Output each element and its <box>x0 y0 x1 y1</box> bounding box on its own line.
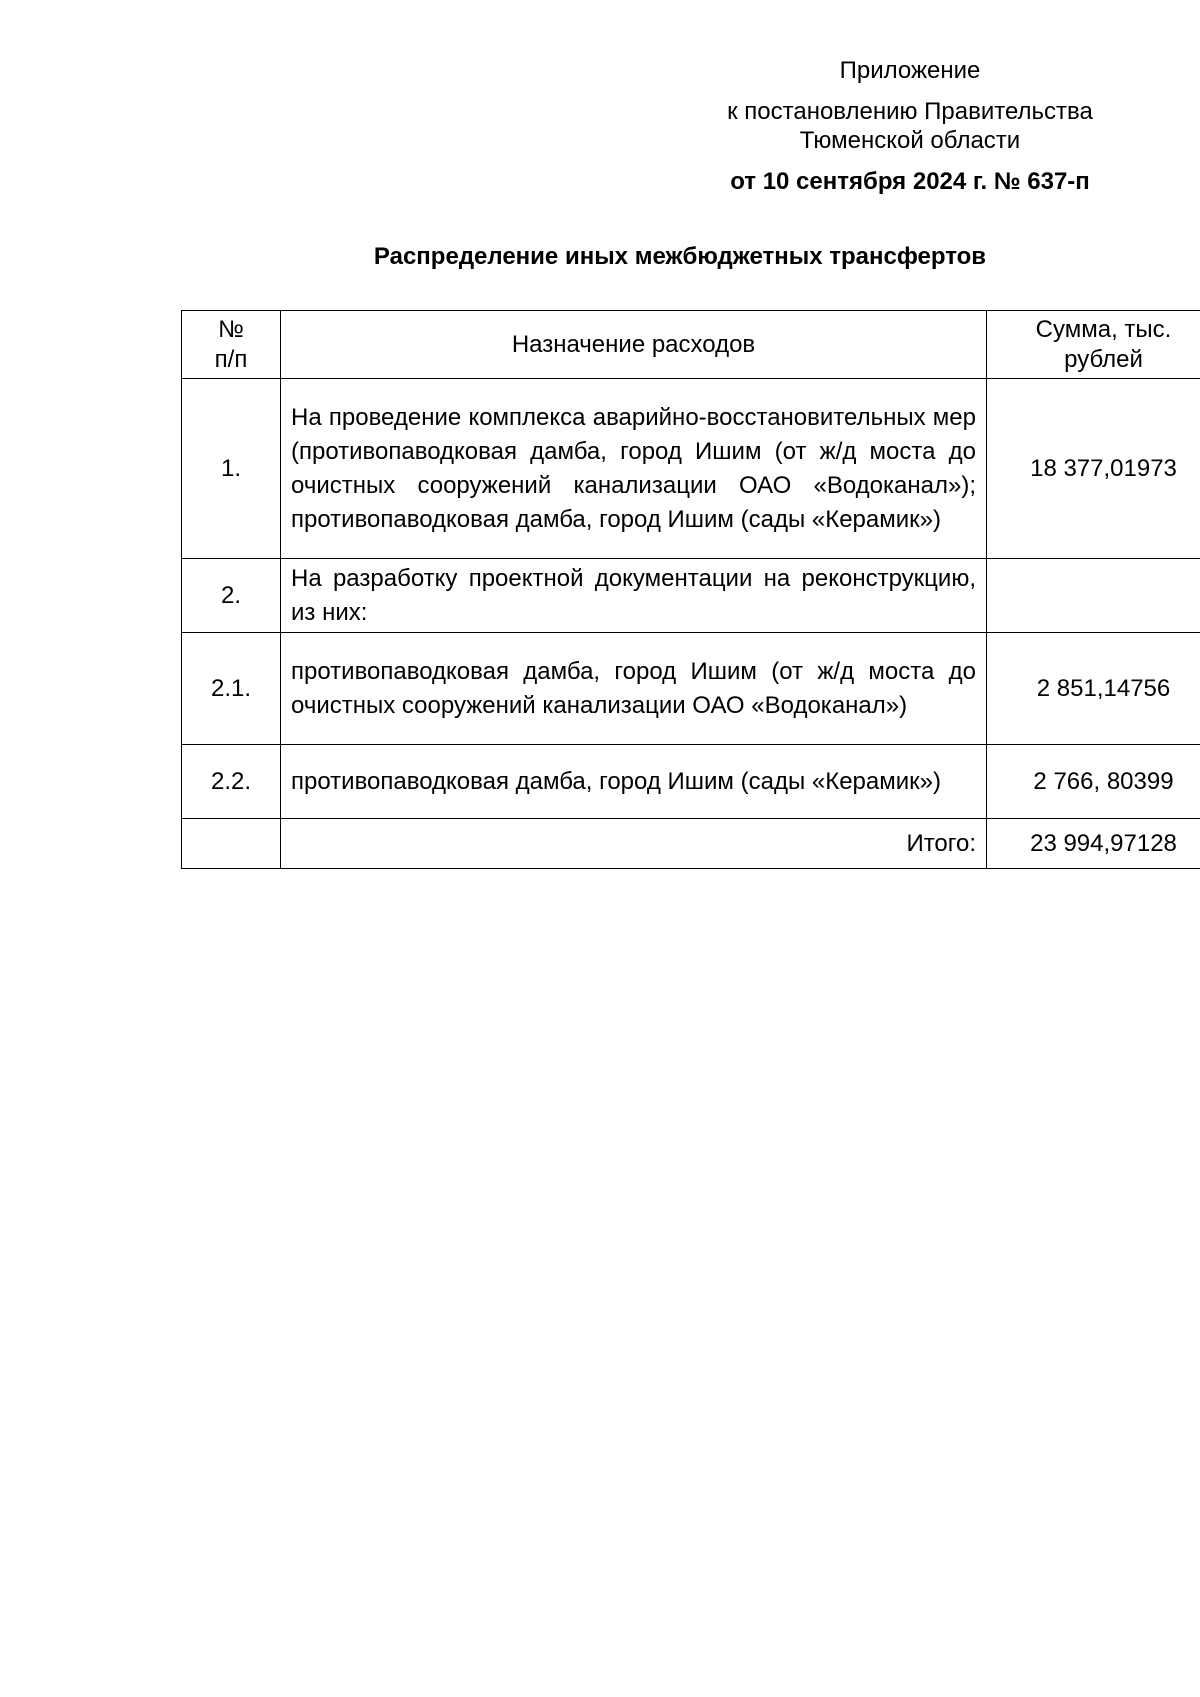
appendix-reference-line-1: к постановлению Правительства <box>727 98 1093 125</box>
transfers-table <box>181 310 1200 869</box>
table-total-row <box>182 819 1200 869</box>
appendix-label: Приложение <box>839 57 981 84</box>
row-num: 1. <box>182 379 281 559</box>
row-sum: 2 851,14756 <box>987 633 1200 745</box>
appendix-reference-line-2: Тюменской области <box>799 127 1021 154</box>
header-num-line-1: № <box>218 315 244 343</box>
header-sum <box>987 311 1200 379</box>
table-header-row <box>182 311 1200 379</box>
row-purpose: противопаводковая дамба, город Ишим (от ж/д моста до очистных сооружений канализации ОАО «Водоканал») <box>281 633 987 745</box>
row-purpose: На разработку проектной документации на реконструкцию, из них: <box>281 559 987 633</box>
row-purpose: противопаводковая дамба, город Ишим (сады «Керамик») <box>281 745 987 819</box>
table-row <box>182 633 1200 745</box>
row-purpose: На проведение комплекса аварийно-восстановительных мер (противопаводковая дамба, город Ишим (от ж/д моста до очистных сооружений канализации ОАО «Водоканал»); противопаводковая дамба, город Ишим (сады «Керамик») <box>281 379 987 559</box>
header-num <box>182 311 281 379</box>
total-sum: 23 994,97128 <box>987 819 1200 869</box>
row-sum: 18 377,01973 <box>987 379 1200 559</box>
header-num-line-2: п/п <box>214 345 248 373</box>
appendix-header <box>690 56 1130 196</box>
row-num: 2. <box>182 559 281 633</box>
total-label: Итого: <box>281 819 987 869</box>
header-purpose: Назначение расходов <box>281 311 987 379</box>
table-row <box>182 559 1200 633</box>
appendix-reference <box>690 97 1130 155</box>
table-row <box>182 745 1200 819</box>
row-sum <box>987 559 1200 633</box>
table-row <box>182 379 1200 559</box>
row-num: 2.2. <box>182 745 281 819</box>
row-sum: 2 766, 80399 <box>987 745 1200 819</box>
header-sum-line-2: рублей <box>1064 345 1143 373</box>
appendix-date: от 10 сентября 2024 г. № 637-п <box>730 168 1090 195</box>
row-num: 2.1. <box>182 633 281 745</box>
document-title: Распределение иных межбюджетных трансфертов <box>373 243 987 270</box>
total-num-empty <box>182 819 281 869</box>
header-sum-line-1: Сумма, тыс. <box>1035 315 1172 343</box>
